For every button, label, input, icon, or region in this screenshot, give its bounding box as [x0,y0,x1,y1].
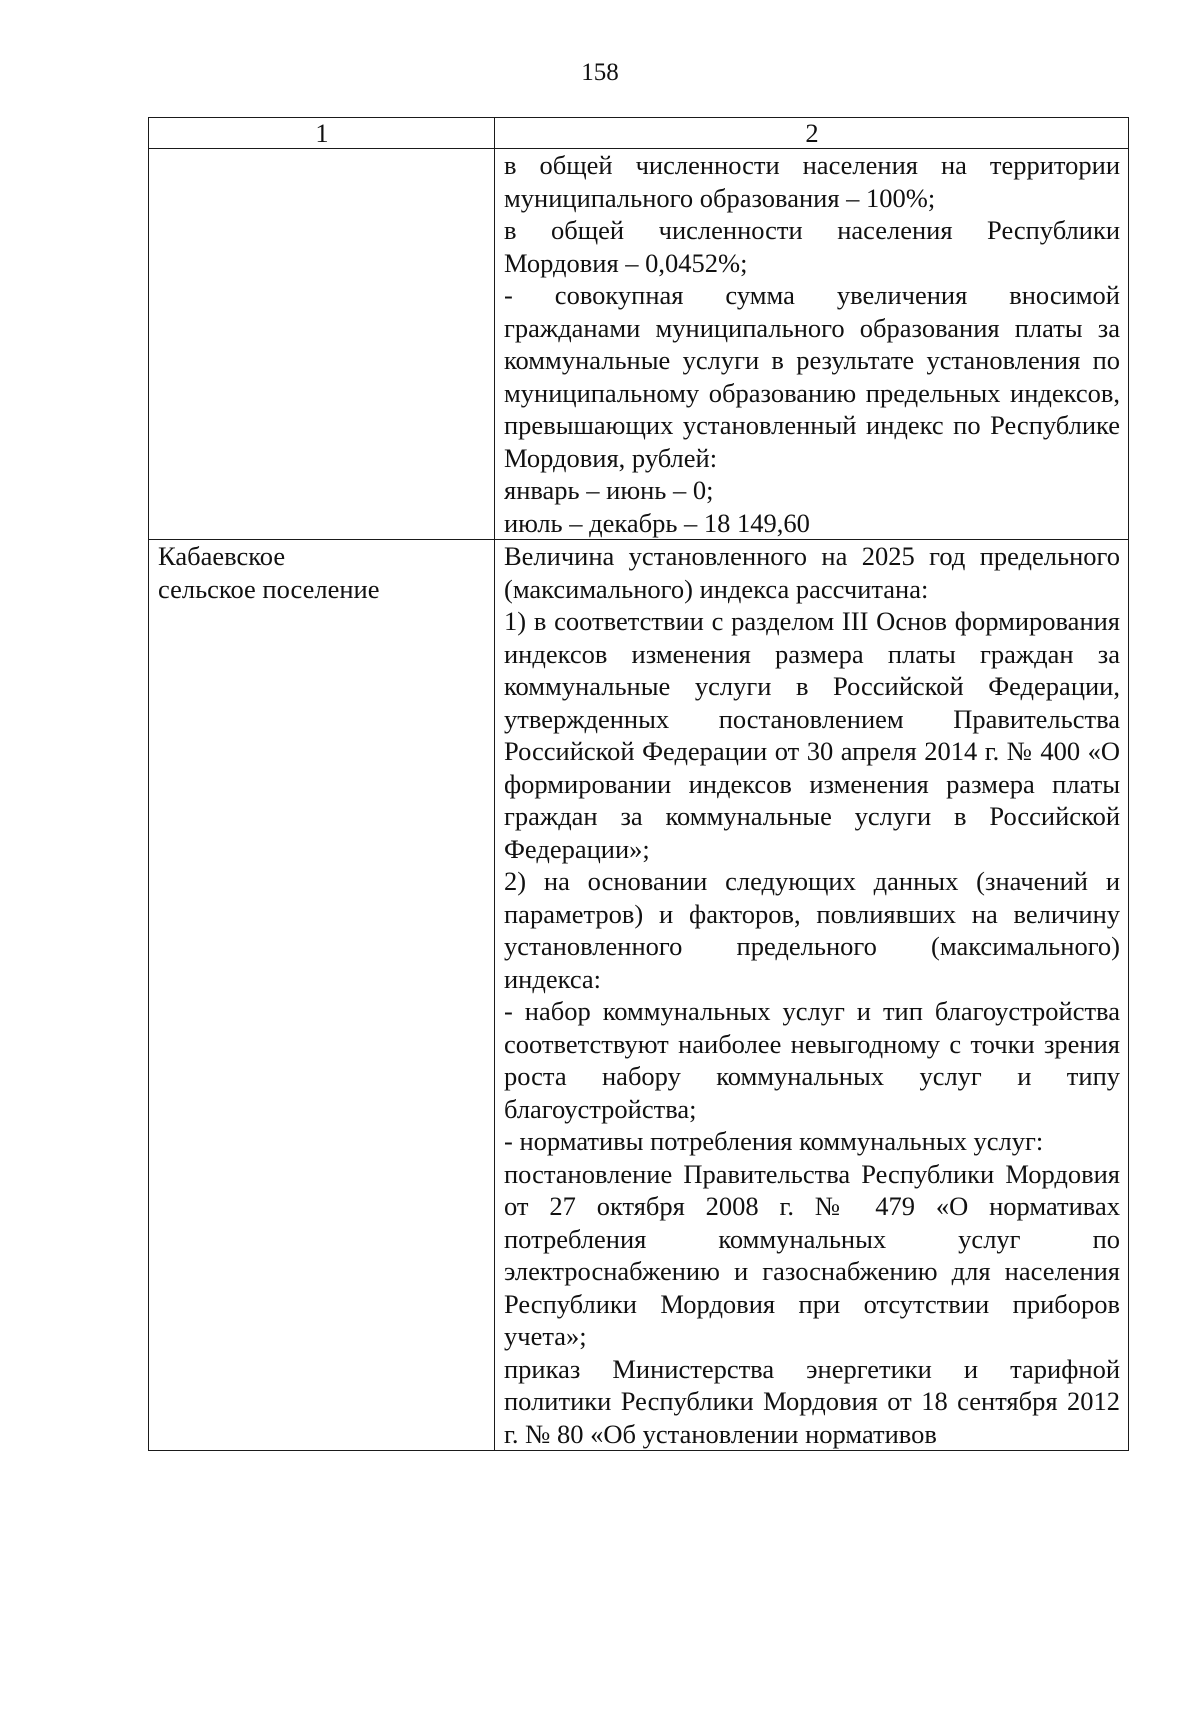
page-number: 158 [581,59,619,86]
paragraph: - нормативы потребления коммунальных услуг: [504,1126,1044,1156]
paragraph: 2) на основании следующих данных (значений и параметров) и факторов, повлиявших на величину установленного предельного (максимального) индекса: [504,866,1120,994]
municipality-name-line: сельское поселение [158,573,380,604]
column-header-2: 2 [495,118,1129,149]
paragraph: Величина установленного на 2025 год предельного (максимального) индекса рассчитана: [504,541,1120,604]
paragraph: июль – декабрь – 18 149,60 [504,507,810,538]
row-2-description-cell [495,540,1129,1451]
paragraph: в общей численности населения Республики Мордовия – 0,0452%; [504,215,1120,278]
paragraph: - набор коммунальных услуг и тип благоустройства соответствуют наиболее невыгодному с точки зрения роста набору коммунальных услуг и типу благоустройства; [504,996,1120,1124]
paragraph: - совокупная сумма увеличения вносимой гражданами муниципального образования платы за коммунальные услуги в результате установления по муниципальному образованию предельных индексов, превышающих установленный индекс по Республике Мордовия, рублей: [504,280,1120,473]
table-row [149,540,1129,1451]
municipality-name-line: Кабаевское [158,541,286,571]
data-table [148,117,1129,1451]
row-1-description-cell [495,149,1129,540]
paragraph: в общей численности населения на территории муниципального образования – 100%; [504,150,1120,213]
table-header-row [149,118,1129,149]
table-row [149,149,1129,540]
paragraph: приказ Министерства энергетики и тарифной политики Республики Мордовия от 18 сентября 2012 г. № 80 «Об установлении нормативов [504,1353,1120,1449]
row-1-municipality-cell [149,149,495,540]
row-2-municipality-cell [149,540,495,1451]
paragraph: постановление Правительства Республики Мордовия от 27 октября 2008 г. № 479 «О нормативах потребления коммунальных услуг по электроснабжению и газоснабжению для населения Республики Мордовия при отсутствии приборов учета»; [504,1158,1120,1351]
paragraph: 1) в соответствии с разделом III Основ формирования индексов изменения размера платы граждан за коммунальные услуги в Российской Федерации, утвержденных постановлением Правительства Российской Федерации от 30 апреля 2014 г. № 400 «О формировании индексов изменения размера платы граждан за коммунальные услуги в Российской Федерации»; [504,606,1120,864]
paragraph: январь – июнь – 0; [504,475,714,505]
column-header-1: 1 [149,118,495,149]
